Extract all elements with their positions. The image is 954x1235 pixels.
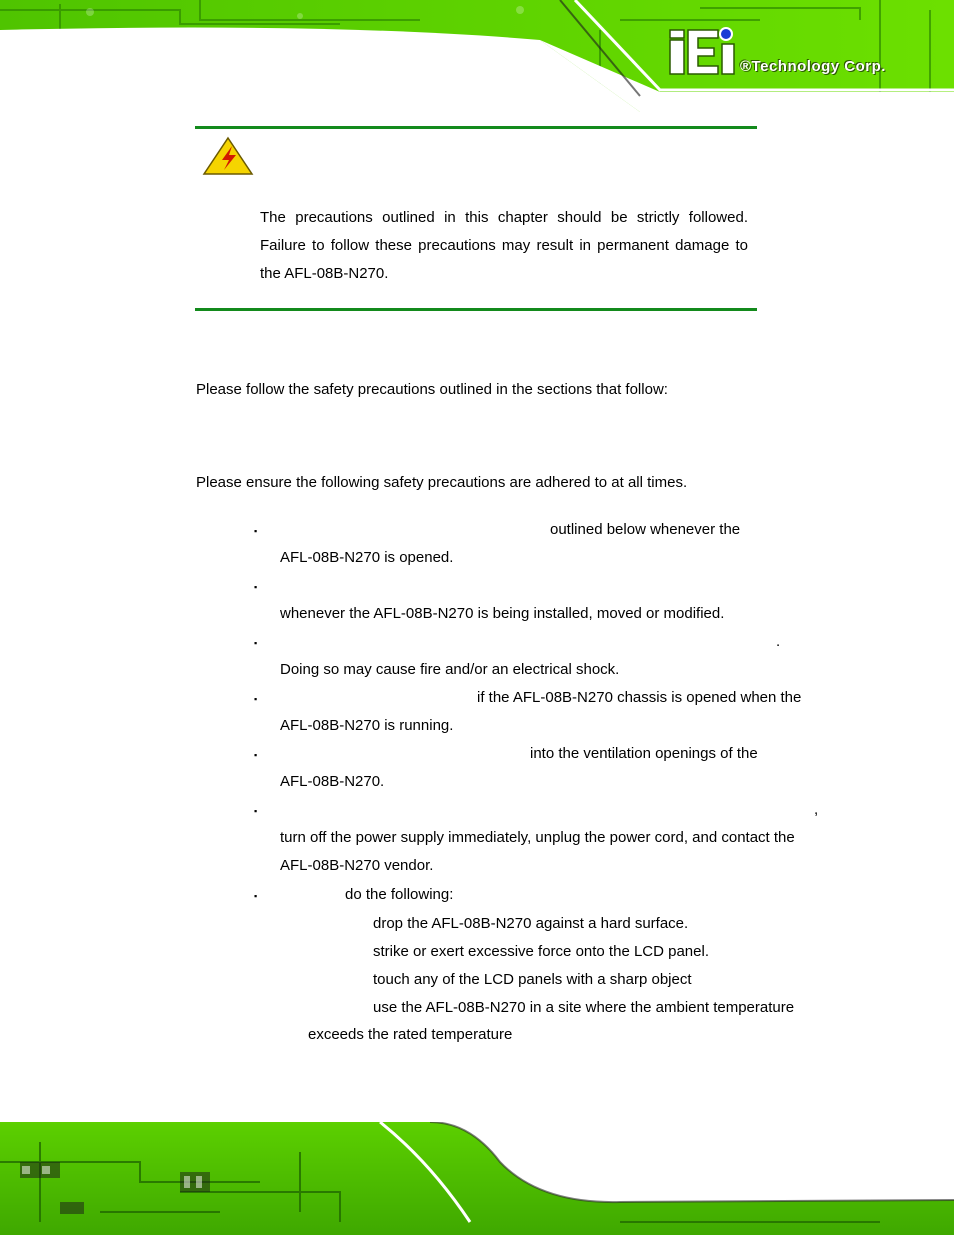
bullet-text: AFL-08B-N270. (280, 773, 385, 790)
bullet-marker: ▪ (254, 582, 258, 592)
sub-item: exceeds the rated temperature (308, 1026, 513, 1043)
warning-text (260, 204, 748, 288)
warning-line: The precautions outlined in this chapter should be strictly followed. (260, 209, 748, 226)
bullet-text: , (814, 801, 819, 818)
bullet-text: Doing so may cause fire and/or an electrical shock. (280, 661, 620, 678)
bullet-text: do the following: (345, 886, 454, 903)
intro-paragraph: Please follow the safety precautions outlined in the sections that follow: (196, 381, 668, 398)
iei-logo-icon (668, 26, 938, 86)
sub-item: strike or exert excessive force onto the LCD panel. (373, 943, 709, 960)
bullet-marker: ▪ (254, 891, 258, 901)
bullet-marker: ▪ (254, 526, 258, 536)
warning-top-rule (195, 126, 757, 129)
bullet-text: AFL-08B-N270 is opened. (280, 549, 454, 566)
bullet-marker: ▪ (254, 806, 258, 816)
bullet-marker: ▪ (254, 694, 258, 704)
warning-line: Failure to follow these precautions may result in permanent damage to (260, 237, 748, 254)
bullet-text: turn off the power supply immediately, unplug the power cord, and contact the (280, 829, 795, 846)
bullet-text: into the ventilation openings of the (530, 745, 758, 762)
company-name: ®Technology Corp. (740, 58, 886, 75)
sub-item: touch any of the LCD panels with a sharp object (373, 971, 692, 988)
sub-item: drop the AFL-08B-N270 against a hard surface. (373, 915, 689, 932)
bullet-text: if the AFL-08B-N270 chassis is opened when the (477, 689, 802, 706)
sub-item: use the AFL-08B-N270 in a site where the ambient temperature (373, 999, 795, 1016)
section-intro-paragraph: Please ensure the following safety precautions are adhered to at all times. (196, 474, 688, 491)
warning-bottom-rule (195, 308, 757, 311)
bullet-text: . (776, 633, 781, 650)
bullet-text: AFL-08B-N270 is running. (280, 717, 454, 734)
bullet-text: outlined below whenever the (550, 521, 741, 538)
high-voltage-warning-icon (202, 136, 254, 176)
footer-circuit-banner (0, 1122, 954, 1235)
warning-line: the AFL-08B-N270. (260, 265, 389, 282)
bullet-marker: ▪ (254, 750, 258, 760)
bullet-text: AFL-08B-N270 vendor. (280, 857, 434, 874)
bullet-text: whenever the AFL-08B-N270 is being installed, moved or modified. (280, 605, 725, 622)
bullet-marker: ▪ (254, 638, 258, 648)
